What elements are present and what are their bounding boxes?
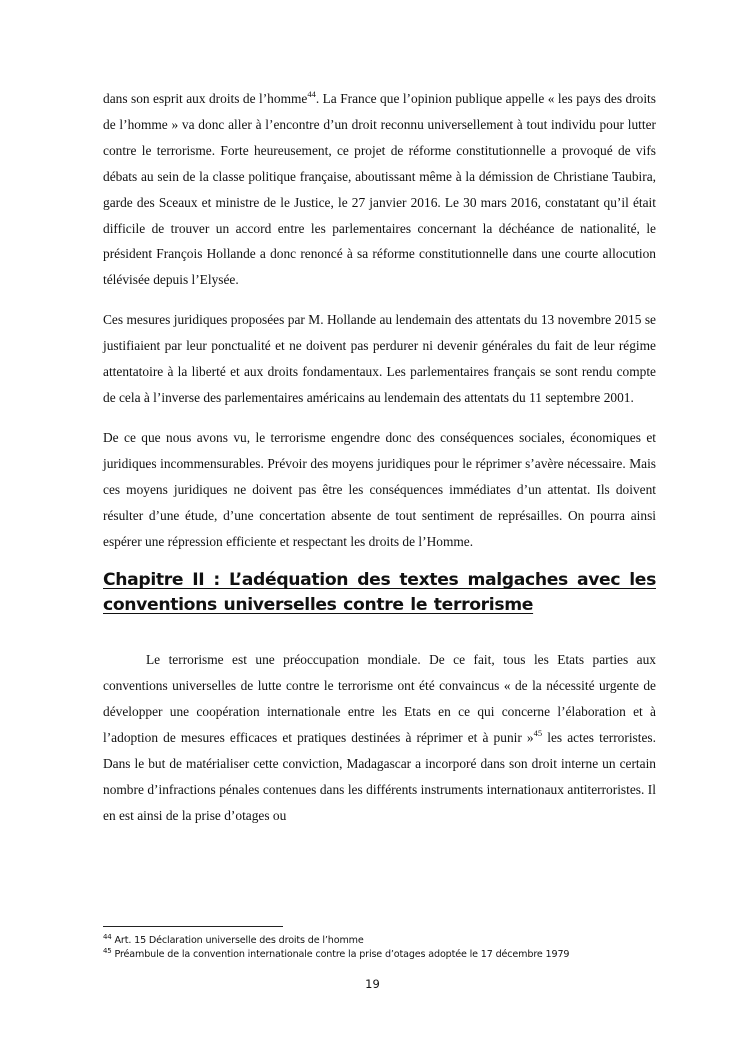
footnote-ref-44: 44 — [307, 89, 316, 99]
paragraph-2: Ces mesures juridiques proposées par M. Hollande au lendemain des attentats du 13 novembre 2015 se justifiaient par leur ponctualité et ne doivent pas perdurer ni devenir générales du fait de leur régime attentatoire à la liberté et aux droits fondamentaux. Les parlementaires français se sont rendu compte de cela à l’inverse des parlementaires américains au lendemain des attentats du 11 septembre 2001. — [103, 312, 656, 405]
paragraph-4-text-b: les actes terroristes. Dans le but de matérialiser cette conviction, Madagascar a incorporé dans son droit interne un certain nombre d’infractions pénales contenues dans les différents instruments internationaux antiterroristes. Il en est ainsi de la prise d’otages ou — [103, 730, 656, 823]
footnote-number: 44 — [103, 933, 112, 941]
footnote-ref-45: 45 — [533, 728, 543, 739]
paragraph-4-text-a: Le terrorisme est une préoccupation mondiale. De ce fait, tous les Etats parties aux conventions universelles de lutte contre le terrorisme ont été convaincus « de la nécessité urgente de développer une coopération internationale entre les Etats en ce qui concerne l’élaboration et à l’adoption de mesures efficaces et pratiques destinées à réprimer et à punir » — [103, 652, 656, 746]
footnote-text: Préambule de la convention internationale contre la prise d’otages adoptée le 17 décembre 1979 — [111, 949, 570, 960]
footnote-separator — [103, 926, 283, 927]
footnote-44 — [103, 934, 663, 948]
paragraph-3: De ce que nous avons vu, le terrorisme engendre donc des conséquences sociales, économiques et juridiques incommensurables. Prévoir des moyens juridiques pour le réprimer s’avère nécessaire. Mais ces moyens juridiques ne doivent pas être les conséquences immédiates d’un attentat. Ils doivent résulter d’une étude, d’une concertation absente de tout sentiment de représailles. On pourra ainsi espérer une répression efficiente et respectant les droits de l’Homme. — [103, 429, 656, 549]
footnote-45 — [103, 948, 663, 962]
paragraph-4 — [103, 647, 656, 828]
page-number: 19 — [365, 977, 380, 991]
footnote-number: 45 — [103, 947, 112, 955]
paragraph-1-text-b: . La France que l’opinion publique appelle « les pays des droits de l’homme » va donc aller à l’encontre d’un droit reconnu universellement à tout individu pour lutter contre le terrorisme. Forte heureusement, ce projet de réforme constitutionnelle a provoqué de vifs débats au sein de la classe politique française, aboutissant même à la démission de Christiane Taubira, garde des Sceaux et ministre de le Justice, le 27 janvier 2016. Le 30 mars 2016, constatant qu’il était difficile de trouver un accord entre les parlementaires concernant la déchéance de nationalité, le président François Hollande a donc renoncé à sa réforme constitutionnelle dans une courte allocution télévisée depuis l’Elysée. — [103, 91, 656, 288]
footnotes — [103, 934, 663, 962]
footnote-text: Art. 15 Déclaration universelle des droits de l’homme — [111, 935, 364, 946]
paragraph-1-text-a: dans son esprit aux droits de l’homme — [103, 91, 308, 106]
page-body — [103, 86, 656, 843]
chapter-heading: Chapitre II : L’adéquation des textes malgaches avec les conventions universelles contre le terrorisme — [103, 570, 656, 615]
paragraph-1 — [103, 86, 656, 293]
